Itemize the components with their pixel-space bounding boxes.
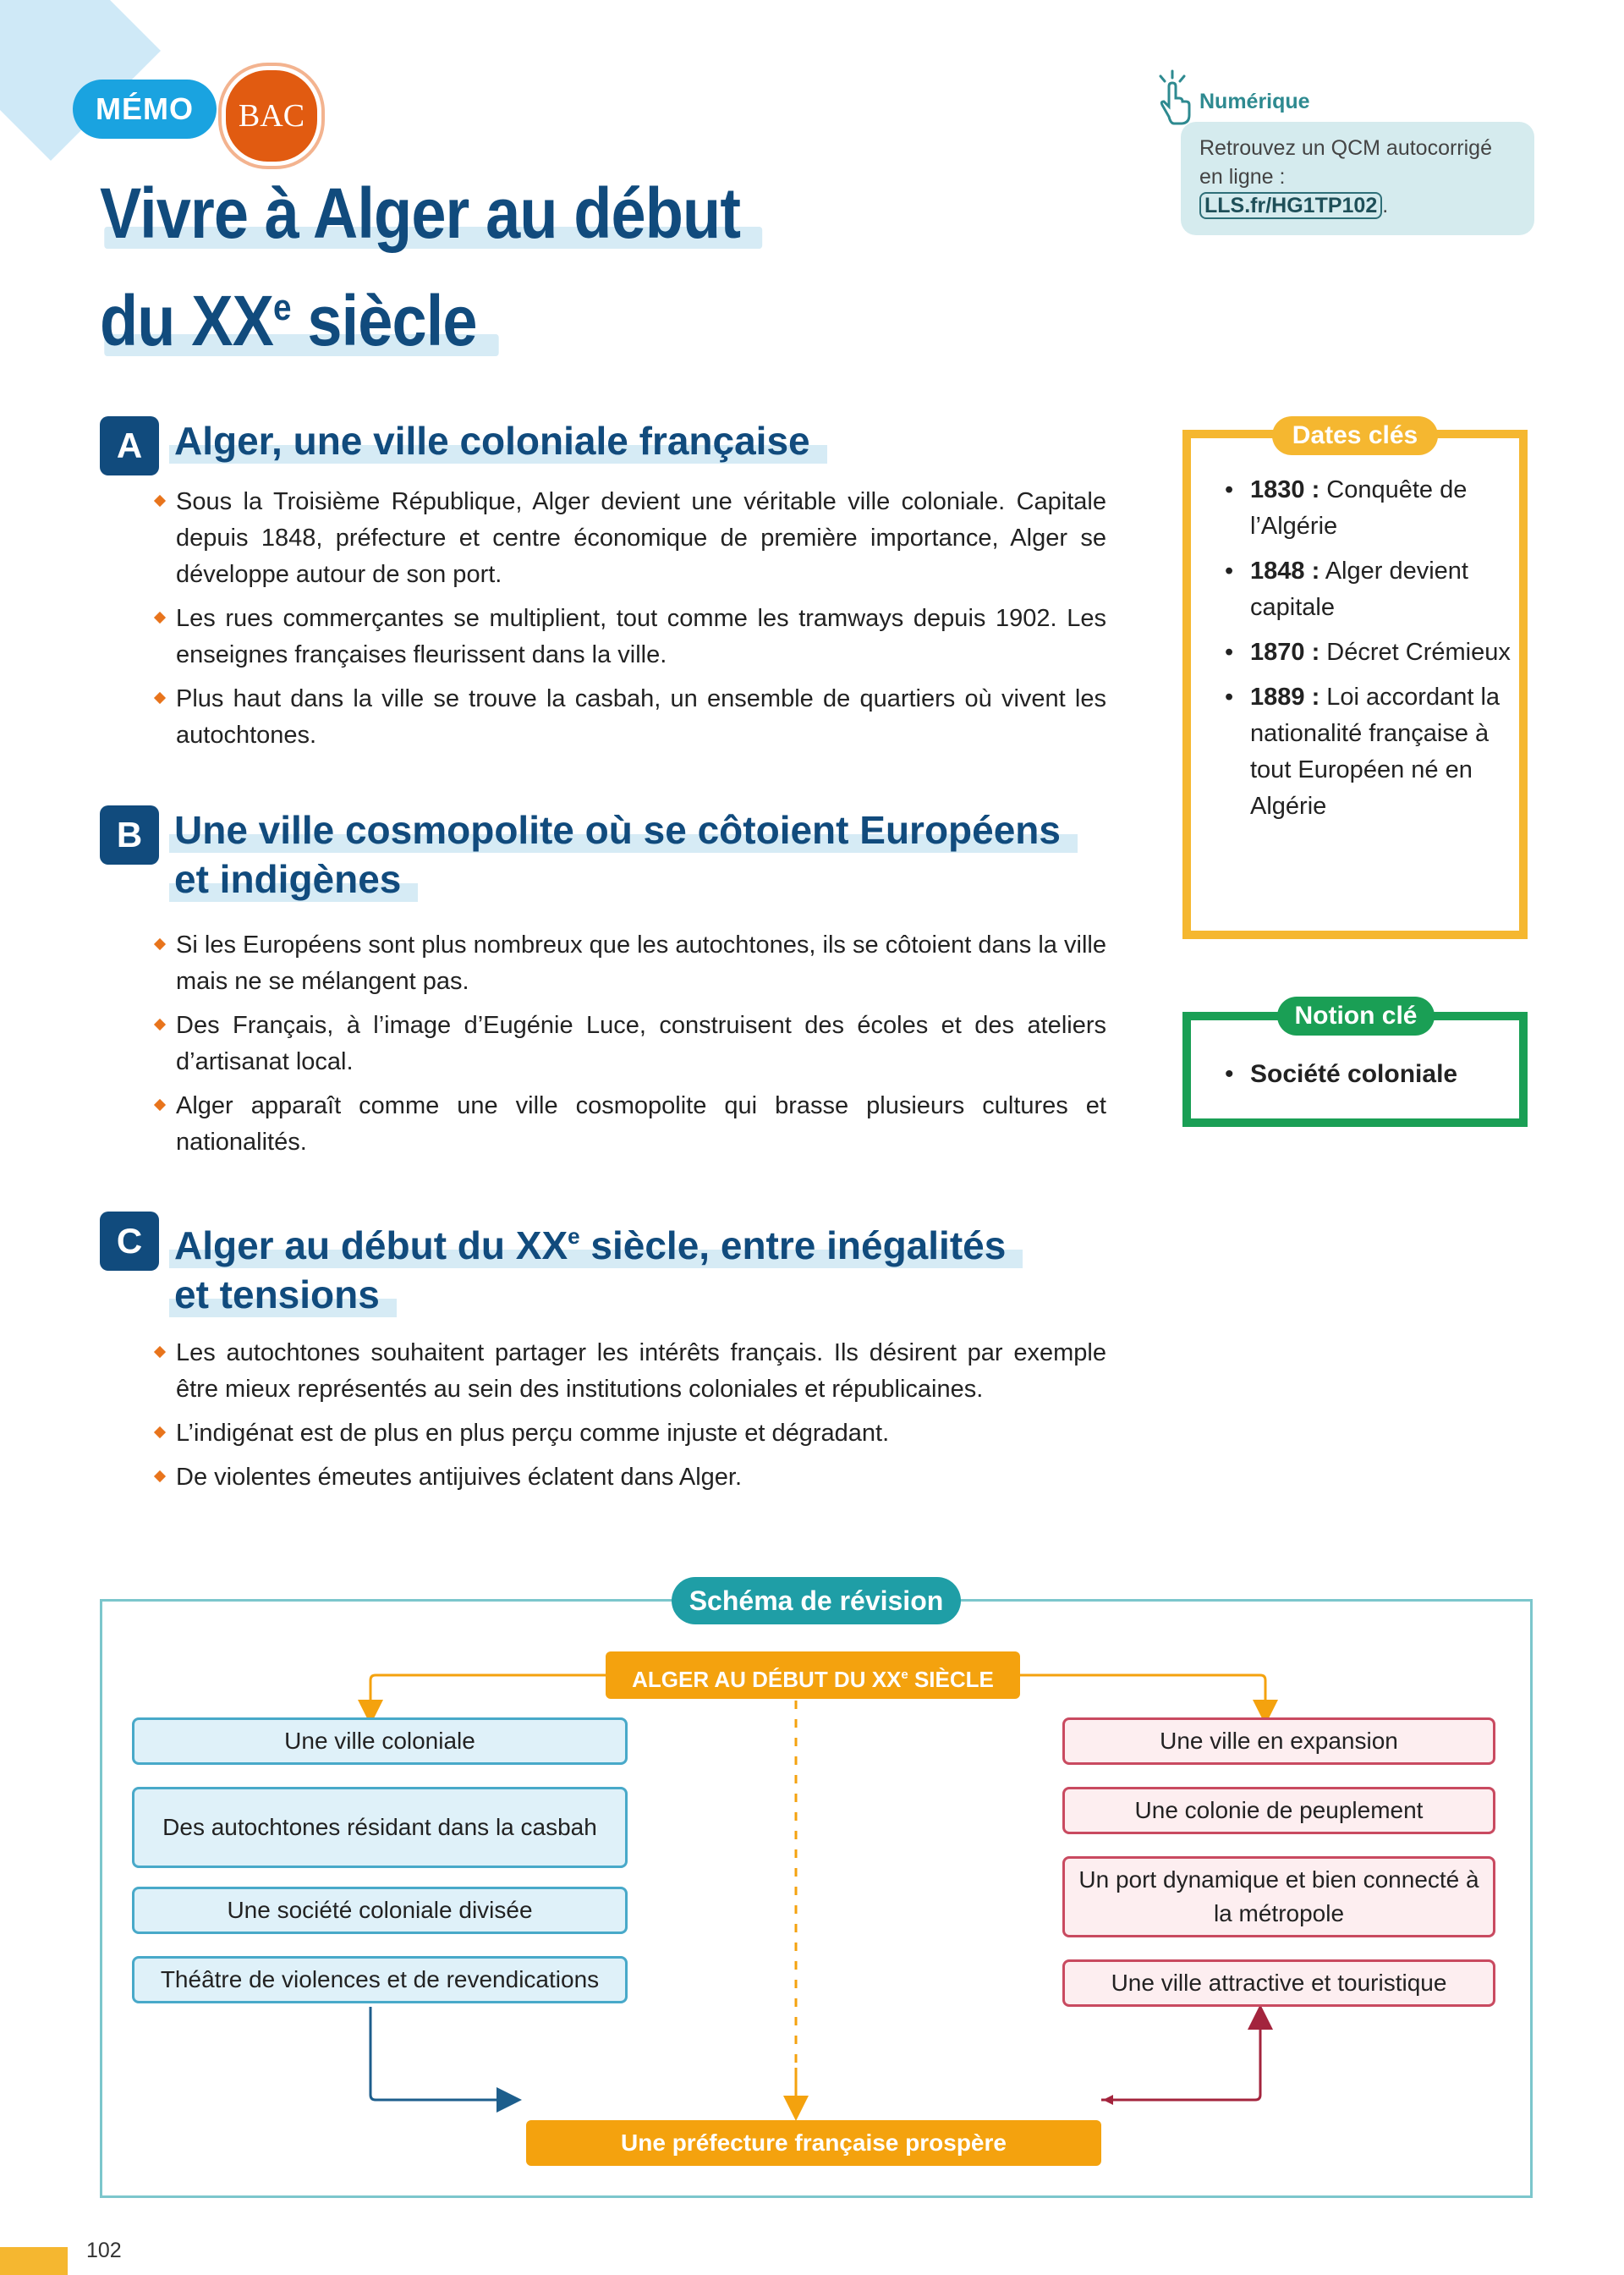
date-item: • 1830 : Conquête de l’Algérie (1218, 472, 1514, 545)
date-item: • 1889 : Loi accordant la nationalité française à tout Européen né en Algérie (1218, 679, 1514, 825)
list-item: Plus haut dans la ville se trouve la casbah, un ensemble de quartiers où vivent les autochtones. (152, 681, 1106, 754)
link-suffix: . (1382, 194, 1389, 217)
schema-left-item: Des autochtones résidant dans la casbah (132, 1787, 628, 1868)
list-item: Les autochtones souhaitent partager les intérêts français. Ils désirent par exemple être mieux représentés au sein des institutions coloniales et républicaines. (152, 1335, 1106, 1408)
schema-right-item: Une ville attractive et touristique (1062, 1959, 1495, 2007)
digital-text: Retrouvez un QCM autocorrigé en ligne : (1199, 136, 1492, 189)
schema-root: ALGER AU DÉBUT DU XXe SIÈCLE (606, 1651, 1020, 1699)
digital-header (1150, 68, 1310, 118)
date-item: • 1870 : Décret Crémieux (1218, 635, 1514, 671)
schema-left-item: Théâtre de violences et de revendications (132, 1956, 628, 2003)
hand-pointer-icon (1150, 68, 1198, 129)
digital-label: Numérique (1199, 90, 1310, 113)
section-a-title: Alger, une ville coloniale française (174, 416, 1105, 465)
schema-left-item: Une ville coloniale (132, 1717, 628, 1765)
dates-title: Dates clés (1272, 416, 1438, 455)
title-line-1: Vivre à Alger au début (100, 166, 740, 261)
schema-right-item: Une colonie de peuplement (1062, 1787, 1495, 1834)
list-item: Des Français, à l’image d’Eugénie Luce, construisent des écoles et des ateliers d’artisanat local. (152, 1008, 1106, 1080)
schema-conclusion: Une préfecture française prospère (526, 2120, 1101, 2166)
section-a-badge: A (100, 416, 159, 475)
page-title (100, 166, 861, 368)
section-c-badge: C (100, 1212, 159, 1271)
list-item: Sous la Troisième République, Alger devient une véritable ville coloniale. Capitale depuis 1848, préfecture et centre économique de première importance, Alger se développe autour de son port. (152, 484, 1106, 593)
schema-left-item: Une société coloniale divisée (132, 1887, 628, 1934)
section-b-title: Une ville cosmopolite où se côtoient Européens et indigènes (174, 805, 1105, 904)
notion-title: Notion clé (1277, 997, 1435, 1036)
list-item: L’indigénat est de plus en plus perçu comme injuste et dégradant. (152, 1415, 1106, 1452)
title-line-2: du XXe siècle (100, 261, 477, 368)
memo-badge: MÉMO (73, 80, 217, 139)
section-a-list (152, 484, 1106, 761)
page-number: 102 (86, 2239, 122, 2262)
bac-badge: BAC (222, 66, 321, 166)
dates-list (1218, 472, 1514, 833)
digital-box (1181, 122, 1534, 235)
schema-title: Schéma de révision (672, 1577, 961, 1624)
section-b-badge: B (100, 805, 159, 865)
section-c-list (152, 1335, 1106, 1503)
schema-right-item: Un port dynamique et bien connecté à la métropole (1062, 1856, 1495, 1937)
list-item: Les rues commerçantes se multiplient, tout comme les tramways depuis 1902. Les enseignes françaises fleurissent dans la ville. (152, 601, 1106, 673)
list-item: Si les Européens sont plus nombreux que les autochtones, ils se côtoient dans la ville mais ne se mélangent pas. (152, 927, 1106, 1000)
qcm-link[interactable]: LLS.fr/HG1TP102 (1199, 192, 1382, 219)
notion-item: • Société coloniale (1218, 1056, 1457, 1092)
page-strip (0, 2247, 68, 2275)
schema-right-item: Une ville en expansion (1062, 1717, 1495, 1765)
list-item: Alger apparaît comme une ville cosmopolite qui brasse plusieurs cultures et nationalités. (152, 1088, 1106, 1161)
section-b-list (152, 927, 1106, 1168)
section-c-title: Alger au début du XXe siècle, entre inégalités et tensions (174, 1212, 1105, 1319)
date-item: • 1848 : Alger devient capitale (1218, 553, 1514, 626)
list-item: De violentes émeutes antijuives éclatent dans Alger. (152, 1459, 1106, 1496)
